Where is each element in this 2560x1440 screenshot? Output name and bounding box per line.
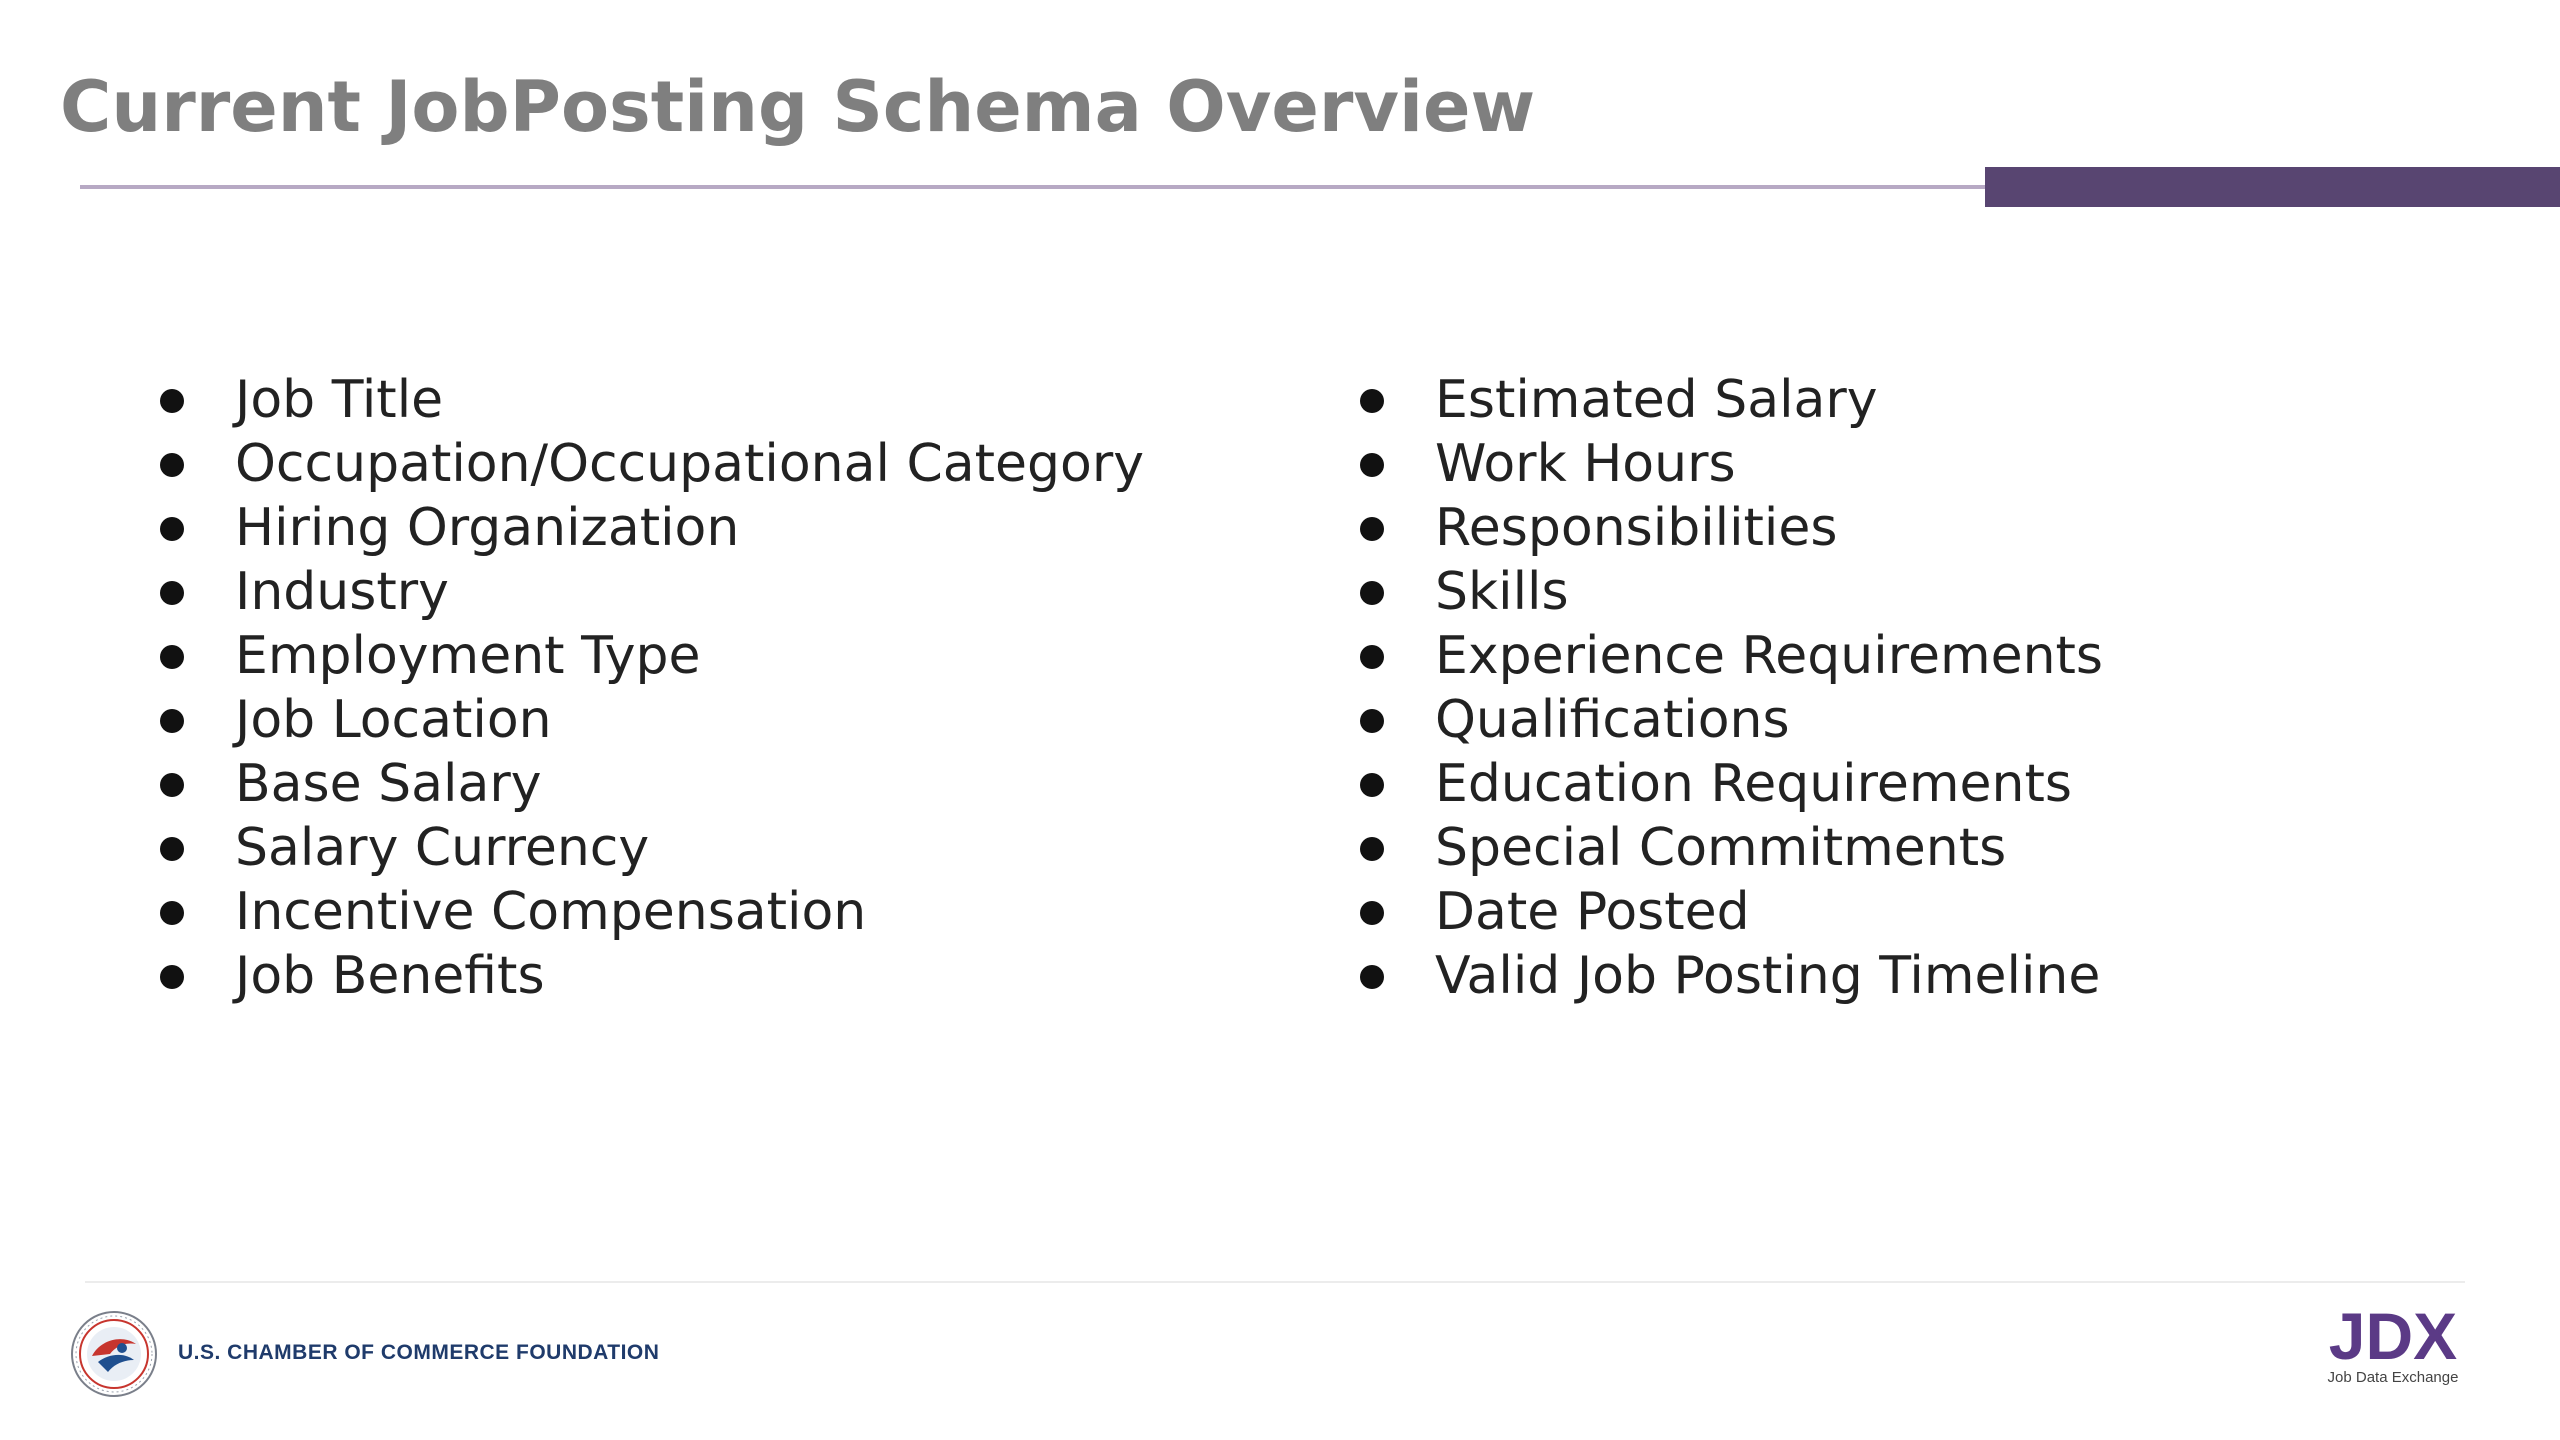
jdx-logo	[2318, 1299, 2468, 1386]
list-item-label: Date Posted	[1435, 882, 1750, 942]
list-item	[150, 368, 1144, 432]
list-item	[1350, 624, 2103, 688]
bullet-icon	[160, 581, 184, 605]
list-item	[150, 816, 1144, 880]
organization-name: U.S. CHAMBER OF COMMERCE FOUNDATION	[178, 1341, 660, 1364]
list-item	[150, 880, 1144, 944]
list-item-label: Experience Requirements	[1435, 626, 2104, 686]
slide-title: Current JobPosting Schema Overview	[60, 66, 1536, 148]
bullet-icon	[160, 389, 184, 413]
list-item-label: Qualifications	[1435, 690, 1790, 750]
bullet-icon	[160, 965, 184, 989]
list-item-label: Salary Currency	[235, 818, 650, 878]
bullet-icon	[1360, 965, 1384, 989]
jdx-logo-mark: JDX	[2328, 1299, 2458, 1373]
list-item	[1350, 688, 2103, 752]
list-item	[1350, 432, 2103, 496]
bullet-icon	[1360, 453, 1384, 477]
list-item	[150, 560, 1144, 624]
bullet-icon	[1360, 837, 1384, 861]
list-item-label: Incentive Compensation	[235, 882, 867, 942]
list-item-label: Skills	[1435, 562, 1569, 622]
right-bullet-list	[1350, 368, 2103, 1008]
bullet-icon	[1360, 773, 1384, 797]
list-item	[150, 624, 1144, 688]
list-item-label: Job Title	[235, 370, 444, 430]
bullet-icon	[160, 709, 184, 733]
list-item-label: Estimated Salary	[1435, 370, 1878, 430]
footer-divider-line	[85, 1281, 2465, 1283]
list-item-label: Employment Type	[235, 626, 701, 686]
list-item-label: Industry	[235, 562, 449, 622]
list-item-label: Job Location	[235, 690, 552, 750]
bullet-icon	[1360, 709, 1384, 733]
list-item	[1350, 880, 2103, 944]
list-item	[150, 432, 1144, 496]
list-item-label: Job Benefits	[235, 946, 545, 1006]
list-item	[150, 944, 1144, 1008]
list-item-label: Valid Job Posting Timeline	[1435, 946, 2101, 1006]
list-item	[150, 496, 1144, 560]
list-item-label: Responsibilities	[1435, 498, 1838, 558]
bullet-icon	[1360, 901, 1384, 925]
list-item-label: Occupation/Occupational Category	[235, 434, 1144, 494]
list-item	[1350, 816, 2103, 880]
list-item	[1350, 560, 2103, 624]
list-item-label: Work Hours	[1435, 434, 1736, 494]
bullet-icon	[1360, 581, 1384, 605]
bullet-icon	[160, 837, 184, 861]
chamber-seal-icon	[70, 1310, 158, 1398]
bullet-icon	[1360, 645, 1384, 669]
list-item	[150, 752, 1144, 816]
list-item	[1350, 496, 2103, 560]
title-divider-line	[80, 185, 1985, 189]
list-item-label: Education Requirements	[1435, 754, 2072, 814]
left-bullet-list	[150, 368, 1144, 1008]
list-item	[150, 688, 1144, 752]
list-item-label: Special Commitments	[1435, 818, 2007, 878]
bullet-icon	[1360, 517, 1384, 541]
bullet-icon	[160, 645, 184, 669]
list-item-label: Hiring Organization	[235, 498, 740, 558]
title-accent-bar	[1985, 167, 2560, 207]
list-item-label: Base Salary	[235, 754, 542, 814]
bullet-icon	[160, 517, 184, 541]
list-item	[1350, 368, 2103, 432]
list-item	[1350, 944, 2103, 1008]
list-item	[1350, 752, 2103, 816]
bullet-icon	[1360, 389, 1384, 413]
jdx-logo-subtitle: Job Data Exchange	[2327, 1369, 2459, 1386]
bullet-icon	[160, 901, 184, 925]
bullet-icon	[160, 773, 184, 797]
bullet-icon	[160, 453, 184, 477]
